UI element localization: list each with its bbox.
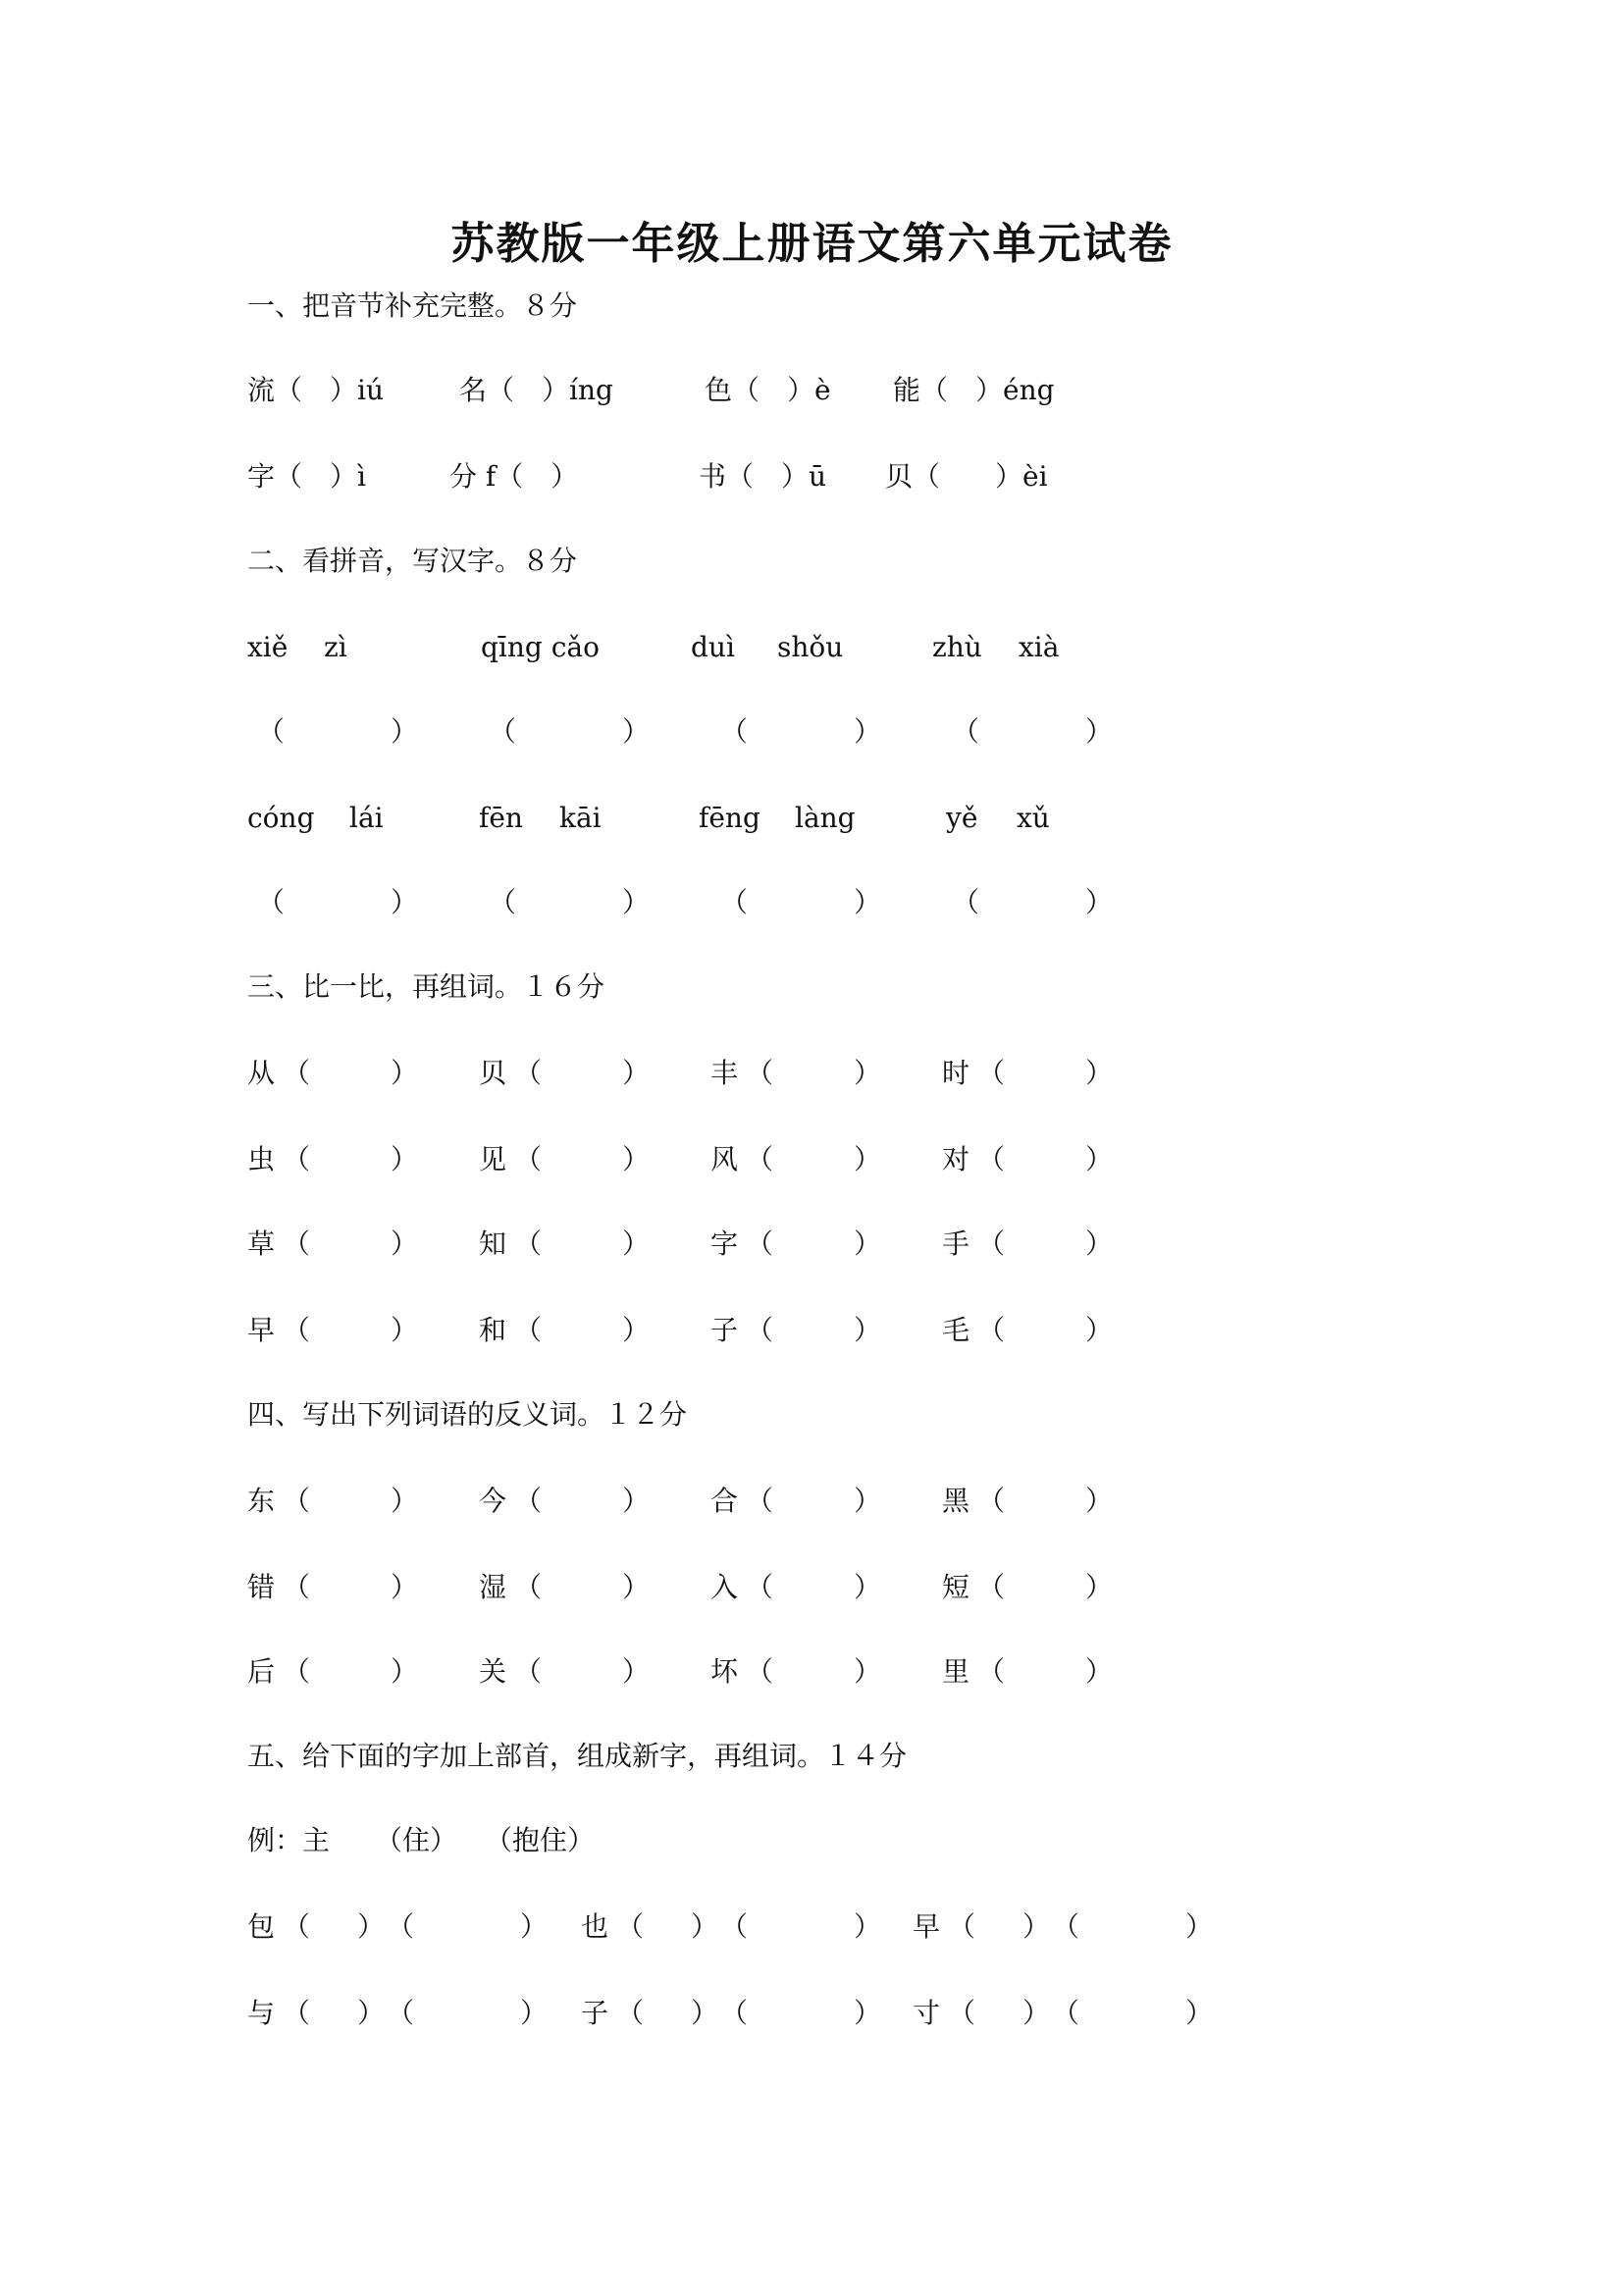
close-paren: ） [1085,1227,1114,1260]
close-paren: ） [357,1910,386,1943]
open-paren: （ [1052,1997,1080,2029]
char: 见 [479,1143,507,1175]
close-paren: ） [854,1571,882,1603]
open-paren: （ [746,1143,774,1175]
close-paren: ） [391,715,419,748]
char: 短 [942,1571,970,1603]
char: 后 [247,1655,276,1688]
char: 错 [247,1571,276,1603]
compare-row-4 [0,1311,1624,1350]
open-paren: （ [720,1997,749,2029]
char: 手 [942,1227,970,1260]
open-paren: （ [514,1057,543,1089]
char: 湿 [479,1571,507,1603]
close-paren: ） [622,1227,651,1260]
close-paren: ） [622,715,651,748]
char: 早 [913,1910,941,1943]
answer-blank-row-2 [0,883,1624,922]
char: 子 [581,1997,609,2029]
open-paren: （ [746,1057,774,1089]
pinyin: shǒu [777,631,844,663]
open-paren: （ [514,1655,543,1688]
open-paren: （ [283,1655,311,1688]
open-paren: （ [387,1910,415,1943]
syllable-item: 字（ ）ì [247,460,366,493]
close-paren: ） [1022,1910,1051,1943]
open-paren: （ [977,1655,1006,1688]
radical-row-1 [0,1907,1624,1947]
close-paren: ） [854,715,882,748]
char: 丰 [710,1057,739,1089]
close-paren: ） [391,886,419,918]
char: 关 [479,1655,507,1688]
pinyin-row-2 [0,799,1624,838]
char: 入 [710,1571,739,1603]
close-paren: ） [854,1314,882,1346]
char: 和 [479,1314,507,1346]
radical-row-2 [0,1994,1624,2033]
close-paren: ） [1085,1655,1114,1688]
char: 字 [710,1227,739,1260]
close-paren: ） [622,1143,651,1175]
antonym-row-2 [0,1568,1624,1607]
section-2-heading: 二、看拼音，写汉字。８分 [247,545,578,577]
example-label: 例：主 [247,1824,331,1856]
char: 虫 [247,1143,276,1175]
char: 知 [479,1227,507,1260]
close-paren: ） [520,1910,549,1943]
pinyin: zhù [932,631,982,663]
char: 从 [247,1057,276,1089]
open-paren: （ [283,1997,311,2029]
close-paren: ） [391,1057,419,1089]
syllable-item: 能（ ）éng [893,374,1055,406]
pinyin: duì [691,631,735,663]
char: 今 [479,1485,507,1517]
char: 黑 [942,1485,970,1517]
open-paren: （ [746,1485,774,1517]
open-paren: （ [977,1057,1006,1089]
close-paren: ） [1022,1997,1051,2029]
close-paren: ） [622,1571,651,1603]
syllable-item: 名（ ）íng [459,374,613,406]
pinyin: qīng cǎo [481,631,600,663]
char: 里 [942,1655,970,1688]
close-paren: ） [1085,1571,1114,1603]
close-paren: ） [854,1997,882,2029]
open-paren: （ [746,1227,774,1260]
answer-blank-row-1 [0,712,1624,752]
open-paren: （ [514,1143,543,1175]
open-paren: （ [489,886,517,918]
open-paren: （ [977,1314,1006,1346]
open-paren: （ [283,1057,311,1089]
open-paren: （ [746,1655,774,1688]
open-paren: （ [387,1997,415,2029]
char: 包 [247,1910,276,1943]
syllable-item: 流（ ）iú [247,374,384,406]
close-paren: ） [854,1057,882,1089]
close-paren: ） [854,1655,882,1688]
close-paren: ） [622,1057,651,1089]
char: 早 [247,1314,276,1346]
example-char: （住） [375,1824,458,1856]
pinyin: xià [1019,631,1060,663]
char: 也 [581,1910,609,1943]
open-paren: （ [948,1910,976,1943]
close-paren: ） [1185,1997,1214,2029]
open-paren: （ [514,1314,543,1346]
syllable-item: 分 f（ ） [449,460,579,493]
pinyin-row-1 [0,628,1624,667]
open-paren: （ [1052,1910,1080,1943]
open-paren: （ [977,1227,1006,1260]
open-paren: （ [616,1910,645,1943]
close-paren: ） [1185,1910,1214,1943]
close-paren: ） [854,886,882,918]
pinyin: zì [324,631,347,663]
syllable-item: 色（ ）è [705,374,831,406]
close-paren: ） [520,1997,549,2029]
open-paren: （ [977,1143,1006,1175]
char: 东 [247,1485,276,1517]
open-paren: （ [948,1997,976,2029]
close-paren: ） [622,1314,651,1346]
close-paren: ） [357,1997,386,2029]
close-paren: ） [854,1143,882,1175]
example-row [0,1821,1624,1860]
close-paren: ） [854,1227,882,1260]
close-paren: ） [1085,1485,1114,1517]
close-paren: ） [391,1314,419,1346]
open-paren: （ [720,886,749,918]
pinyin: lái [349,802,384,834]
close-paren: ） [622,886,651,918]
open-paren: （ [977,1571,1006,1603]
open-paren: （ [489,715,517,748]
close-paren: ） [622,1485,651,1517]
pinyin: kāi [559,802,602,834]
compare-row-3 [0,1225,1624,1264]
section-1-row-1 [0,371,1624,410]
pinyin: làng [795,802,856,834]
compare-row-1 [0,1054,1624,1093]
open-paren: （ [720,1910,749,1943]
char: 草 [247,1227,276,1260]
open-paren: （ [283,1910,311,1943]
close-paren: ） [391,1571,419,1603]
open-paren: （ [257,886,286,918]
open-paren: （ [283,1314,311,1346]
open-paren: （ [746,1314,774,1346]
section-1-row-2 [0,457,1624,496]
open-paren: （ [952,886,980,918]
close-paren: ） [1085,886,1114,918]
char: 合 [710,1485,739,1517]
char: 寸 [913,1997,941,2029]
open-paren: （ [283,1227,311,1260]
close-paren: ） [854,1910,882,1943]
open-paren: （ [514,1571,543,1603]
char: 子 [710,1314,739,1346]
compare-row-2 [0,1140,1624,1179]
page-title: 苏教版一年级上册语文第六单元试卷 [450,219,1174,269]
close-paren: ） [391,1227,419,1260]
close-paren: ） [691,1997,719,2029]
char: 对 [942,1143,970,1175]
close-paren: ） [391,1143,419,1175]
open-paren: （ [952,715,980,748]
char: 坏 [710,1655,739,1688]
antonym-row-1 [0,1482,1624,1521]
char: 与 [247,1997,276,2029]
open-paren: （ [283,1571,311,1603]
open-paren: （ [514,1485,543,1517]
section-5-heading: 五、给下面的字加上部首，组成新字，再组词。１４分 [247,1740,908,1772]
close-paren: ） [691,1910,719,1943]
close-paren: ） [622,1655,651,1688]
antonym-row-3 [0,1652,1624,1692]
close-paren: ） [391,1655,419,1688]
open-paren: （ [283,1485,311,1517]
syllable-item: 书（ ）ū [699,460,827,493]
pinyin: fēn [479,802,523,834]
char: 贝 [479,1057,507,1089]
pinyin: xiě [247,631,288,663]
close-paren: ） [1085,715,1114,748]
syllable-item: 贝（ ）èi [885,460,1048,493]
close-paren: ） [854,1485,882,1517]
open-paren: （ [616,1997,645,2029]
section-4-heading: 四、写出下列词语的反义词。１２分 [247,1398,688,1431]
open-paren: （ [257,715,286,748]
char: 毛 [942,1314,970,1346]
open-paren: （ [746,1571,774,1603]
open-paren: （ [977,1485,1006,1517]
close-paren: ） [1085,1143,1114,1175]
section-1-heading: 一、把音节补充完整。８分 [247,289,578,322]
close-paren: ） [1085,1314,1114,1346]
pinyin: cóng [247,802,315,834]
open-paren: （ [283,1143,311,1175]
example-word: （抱住） [485,1824,596,1856]
pinyin: fēng [699,802,760,834]
open-paren: （ [514,1227,543,1260]
char: 风 [710,1143,739,1175]
open-paren: （ [720,715,749,748]
pinyin: xǔ [1017,802,1050,834]
char: 时 [942,1057,970,1089]
close-paren: ） [391,1485,419,1517]
pinyin: yě [946,802,978,834]
section-3-heading: 三、比一比，再组词。１６分 [247,970,605,1003]
close-paren: ） [1085,1057,1114,1089]
